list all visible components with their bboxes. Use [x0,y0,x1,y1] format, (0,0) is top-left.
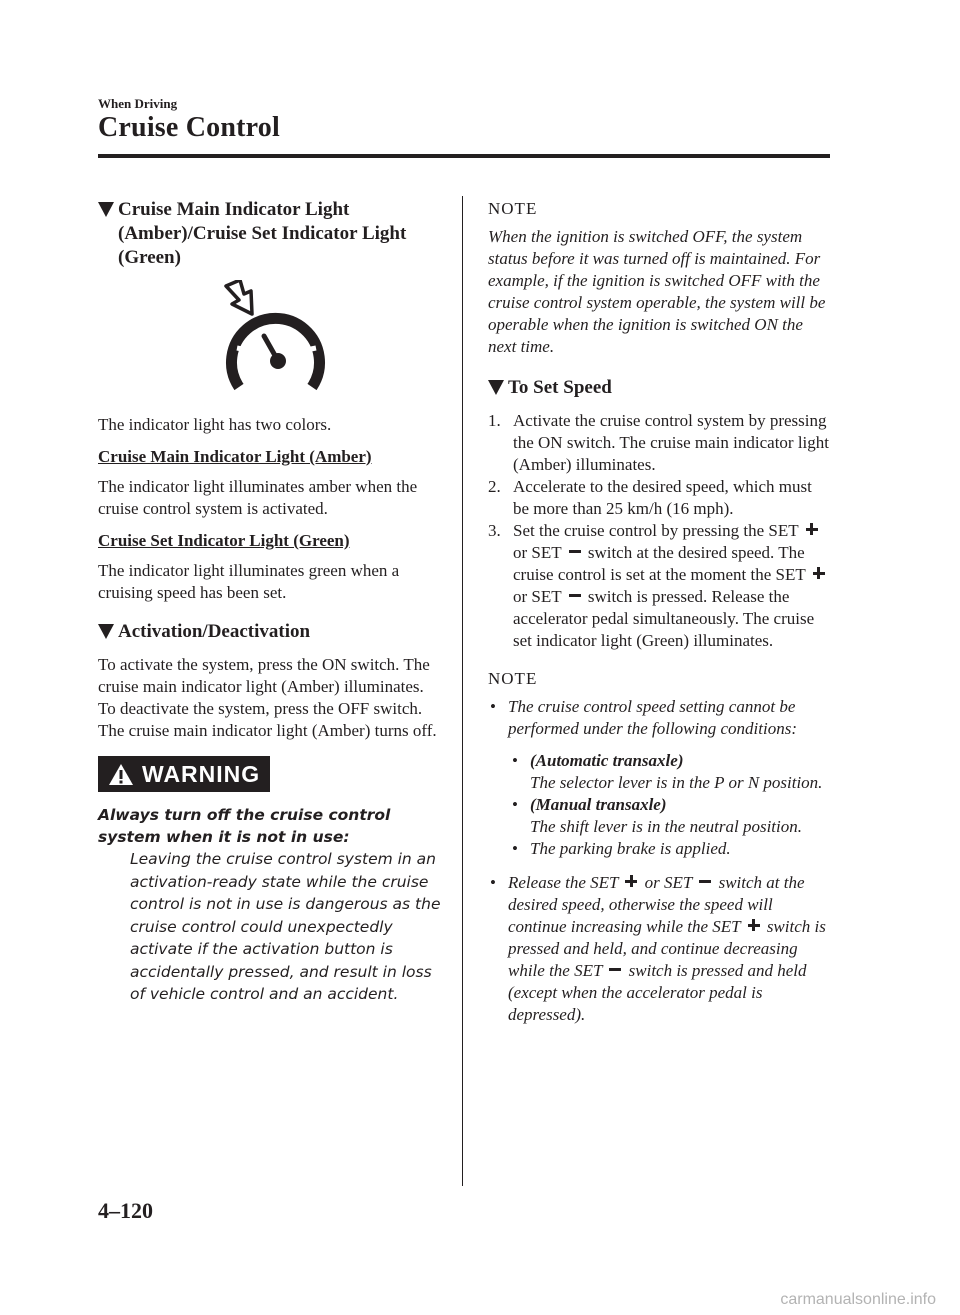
heading-set-speed: To Set Speed [488,376,830,400]
note-bullet: • Release the SET or SET switch at the desired speed, otherwise the speed will continue increasing while the SET switch is pressed and held, and continue decreasing while the SET switch is pressed and held (except when the accelerator pedal is depressed). [490,873,826,1024]
cruise-speedometer-icon [216,280,326,400]
triangle-marker-icon [98,624,114,639]
note-label: NOTE [488,199,538,218]
warning-heading: Always turn off the cruise control system when it is not in use: [98,806,391,846]
heading-activation: Activation/Deactivation [98,620,443,644]
bullet-dot: • [490,873,496,892]
page-number: 4–120 [98,1198,153,1223]
condition-item: • (Automatic transaxle) The selector lever is in the P or N position. [512,751,823,792]
page-title: Cruise Control [98,112,280,143]
step-item: 1. Activate the cruise control system by pressing the ON switch. The cruise main indicator light (Amber) illuminates. [488,411,830,474]
watermark: carmanualsonline.info [780,1291,936,1308]
warning-body: Leaving the cruise control system in an activation-ready state while the cruise control is not in use is dangerous as the cruise control could unexpectedly activate if the activation button is accidentally pressed, and result in loss of vehicle control and an accident. [130,850,441,1003]
note-label: NOTE [488,669,538,688]
column-divider [462,196,463,1186]
warning-triangle-icon [108,763,134,786]
minus-icon [699,875,711,887]
warning-badge [98,756,270,792]
set-speed-steps [488,410,830,652]
note-ignition-text: When the ignition is switched OFF, the system status before it was turned off is maintained. For example, if the ignition is switched OFF with the cruise control system operable, the system will be operable when the ignition is switched ON the next time. [488,227,826,356]
activation-text: To activate the system, press the ON switch. The cruise main indicator light (Amber) illuminates. To deactivate the system, press the OFF switch. The cruise main indicator light (Amber) turns off. [98,655,437,740]
step-item: 3. Set the cruise control by pressing the SET or SET switch at the desired speed. The cruise control is set at the moment the SET or SET switch is pressed. Release the accelerator pedal simultaneously. The cruise set indicator light (Green) illuminates. [488,520,830,652]
triangle-marker-icon [98,202,114,217]
warning-label: WARNING [142,761,261,787]
heading-indicator-lights: Cruise Main Indicator Light (Amber)/Cruise Set Indicator Light (Green) [98,198,443,270]
condition-item: • (Manual transaxle) The shift lever is in the neutral position. [512,795,802,836]
plus-icon [625,875,637,887]
note-bullet: • The cruise control speed setting cannot be performed under the following conditions: [490,697,797,738]
right-column [488,198,830,1026]
step-item: 2. Accelerate to the desired speed, which must be more than 25 km/h (16 mph). [488,477,812,518]
amber-text: The indicator light illuminates amber when the cruise control system is activated. [98,477,418,518]
plus-icon [806,523,818,535]
green-subheading: Cruise Set Indicator Light (Green) [98,531,350,550]
bullet-dot: • [490,697,496,716]
minus-icon [609,963,621,975]
intro-text: The indicator light has two colors. [98,415,332,434]
minus-icon [569,545,581,557]
amber-subheading: Cruise Main Indicator Light (Amber) [98,447,372,466]
plus-icon [748,919,760,931]
condition-list [510,750,830,860]
condition-item: • The parking brake is applied. [512,839,731,858]
green-text: The indicator light illuminates green when a cruising speed has been set. [98,561,400,602]
cruise-indicator-figure [98,280,443,400]
minus-icon [569,589,581,601]
triangle-marker-icon [488,380,504,395]
plus-icon [813,567,825,579]
left-column [98,198,443,1006]
section-label: When Driving [98,96,178,111]
title-rule [98,154,830,158]
